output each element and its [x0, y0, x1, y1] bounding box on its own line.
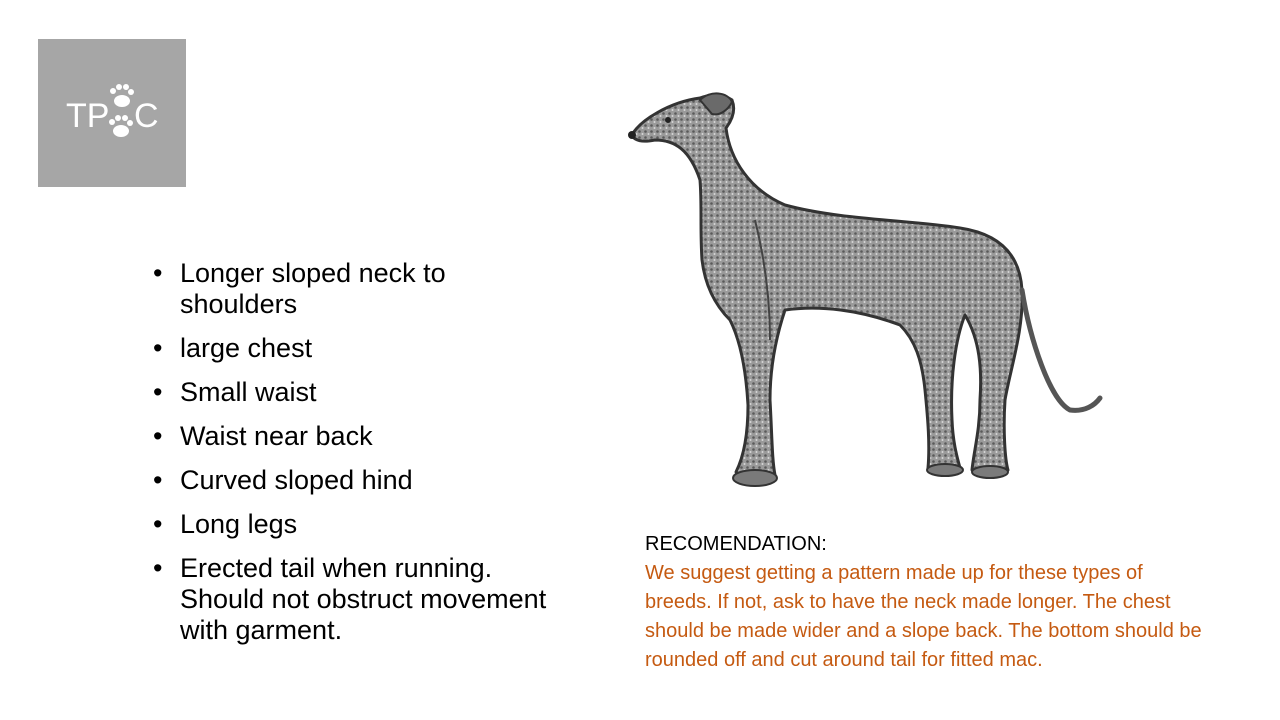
- trait-item: • Curved sloped hind: [153, 465, 553, 496]
- tpc-logo: [38, 39, 186, 187]
- recommendation-heading: RECOMENDATION:: [645, 533, 827, 555]
- logo-text-left: TP: [66, 97, 110, 135]
- trait-item: • Small waist: [153, 377, 553, 408]
- trait-item: • Waist near back: [153, 421, 553, 452]
- trait-item: • Erected tail when running. Should not obstruct movement with garment.: [153, 553, 553, 646]
- greyhound-illustration-icon: [560, 40, 1160, 530]
- recommendation-body: We suggest getting a pattern made up for these types of breeds. If not, ask to have the neck made longer. The chest should be made wider and a slope back. The bottom should be rounded off and cut around tail for fitted mac.: [645, 562, 1202, 671]
- logo-graphic: [38, 39, 186, 187]
- trait-list: [153, 258, 553, 659]
- trait-item: • large chest: [153, 333, 553, 364]
- trait-item: • Longer sloped neck to shoulders: [153, 258, 553, 320]
- logo-text-right: C: [134, 97, 159, 135]
- paw-print-icon: [109, 84, 134, 137]
- trait-item: • Long legs: [153, 509, 553, 540]
